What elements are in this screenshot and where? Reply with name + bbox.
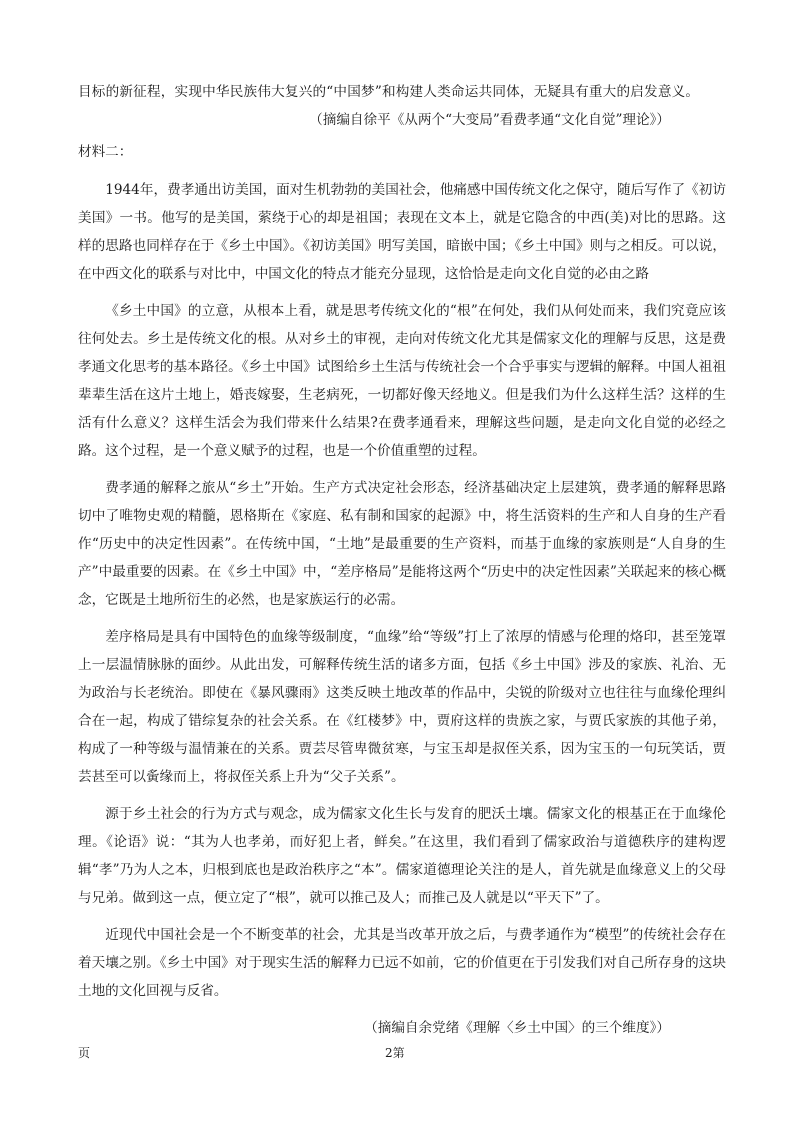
footer-page-number: 2第 [385, 1046, 405, 1060]
paragraph: 近现代中国社会是一个不断变革的社会，尤其是当改革开放之后，与费孝通作为“模型”的传统社会存在着天壤之别。《乡土中国》对于现实生活的解释力已远不如前，它的价值更在于引发我们对自己所存身的这块土地的文化回视与反省。 [78, 927, 726, 999]
paragraph: 1944年，费孝通出访美国，面对生机勃勃的美国社会，他痛感中国传统文化之保守，随后写作了《初访美国》一书。他写的是美国，萦绕于心的却是祖国；表现在文本上，就是它隐含的中西(美)对比的思路。这样的思路也同样存在于《乡土中国》。《初访美国》明写美国，暗嵌中国；《乡土中国》则与之相反。可以说，在中西文化的联系与对比中，中国文化的特点才能充分显现，这恰恰是走向文化自觉的必由之路 [78, 182, 726, 282]
paragraph: 费孝通的解释之旅从“乡土”开始。生产方式决定社会形态，经济基础决定上层建筑，费孝通的解释思路切中了唯物史观的精髓，恩格斯在《家庭、私有制和国家的起源》中，将生活资料的生产和人自身的生产看作“历史中的决定性因素”。在传统中国，“土地”是最重要的生产资料，而基于血缘的家族则是“人自身的生产”中最重要的因素。在《乡土中国》中，“差序格局”是能将这两个“历史中的决定性因素”关联起来的核心概念，它既是土地所衍生的必然，也是家族运行的必需。 [78, 480, 726, 608]
material2-heading: 材料二： [78, 144, 133, 160]
material2-source: （摘编自余党绪《理解〈乡土中国〉的三个维度》） [364, 1020, 670, 1036]
page-content [78, 78, 726, 1042]
material1-tail: 目标的新征程，实现中华民族伟大复兴的“中国梦”和构建人类命运共同体，无疑具有重大的启发意义。 [78, 84, 700, 100]
paragraph: 源于乡土社会的行为方式与观念，成为儒家文化生长与发育的肥沃土壤。儒家文化的根基正在于血缘伦理。《论语》说：“其为人也孝弟，而好犯上者，鲜矣。”在这里，我们看到了儒家政治与道德秩序的建构逻辑“孝”乃为人之本，归根到底也是政治秩序之“本”。儒家道德理论关注的是人，首先就是血缘意义上的父母与兄弟。做到这一点，便立定了“根”，就可以推己及人；而推己及人就是以“平天下”了。 [78, 806, 726, 906]
material1-source: （摘编自徐平《从两个“大变局”看费孝通“文化自觉”理论》） [309, 112, 670, 128]
footer-page-label: 页 [78, 1046, 91, 1060]
paragraph: 差序格局是具有中国特色的血缘等级制度，“血缘”给“等级”打上了浓厚的情感与伦理的烙印，甚至笼罩上一层温情脉脉的面纱。从此出发，可解释传统生活的诸多方面，包括《乡土中国》涉及的家族、礼治、无为政治与长老统治。即使在《暴风骤雨》这类反映土地改革的作品中，尖锐的阶级对立也往往与血缘伦理纠合在一起，构成了错综复杂的社会关系。在《红楼梦》中，贾府这样的贵族之家，与贾氏家族的其他子弟，构成了一种等级与温情兼在的关系。贾芸尽管卑微贫寒，与宝玉却是叔侄关系，因为宝玉的一句玩笑话，贾芸甚至可以夤缘而上，将叔侄关系上升为“父子关系”。 [78, 629, 726, 785]
paragraph: 《乡土中国》的立意，从根本上看，就是思考传统文化的“根”在何处，我们从何处而来，我们究竟应该往何处去。乡土是传统文化的根。从对乡土的审视，走向对传统文化尤其是儒家文化的理解与反思，这是费孝通文化思考的基本路径。《乡土中国》试图给乡土生活与传统社会一个合乎事实与逻辑的解释。中国人祖祖辈辈生活在这片土地上，婚丧嫁娶，生老病死，一切都好像天经地义。但是我们为什么这样生活？这样的生活有什么意义？这样生活会为我们带来什么结果?在费孝通看来，理解这些问题，是走向文化自觉的必经之路。这个过程，是一个意义赋予的过程，也是一个价值重塑的过程。 [78, 303, 726, 459]
